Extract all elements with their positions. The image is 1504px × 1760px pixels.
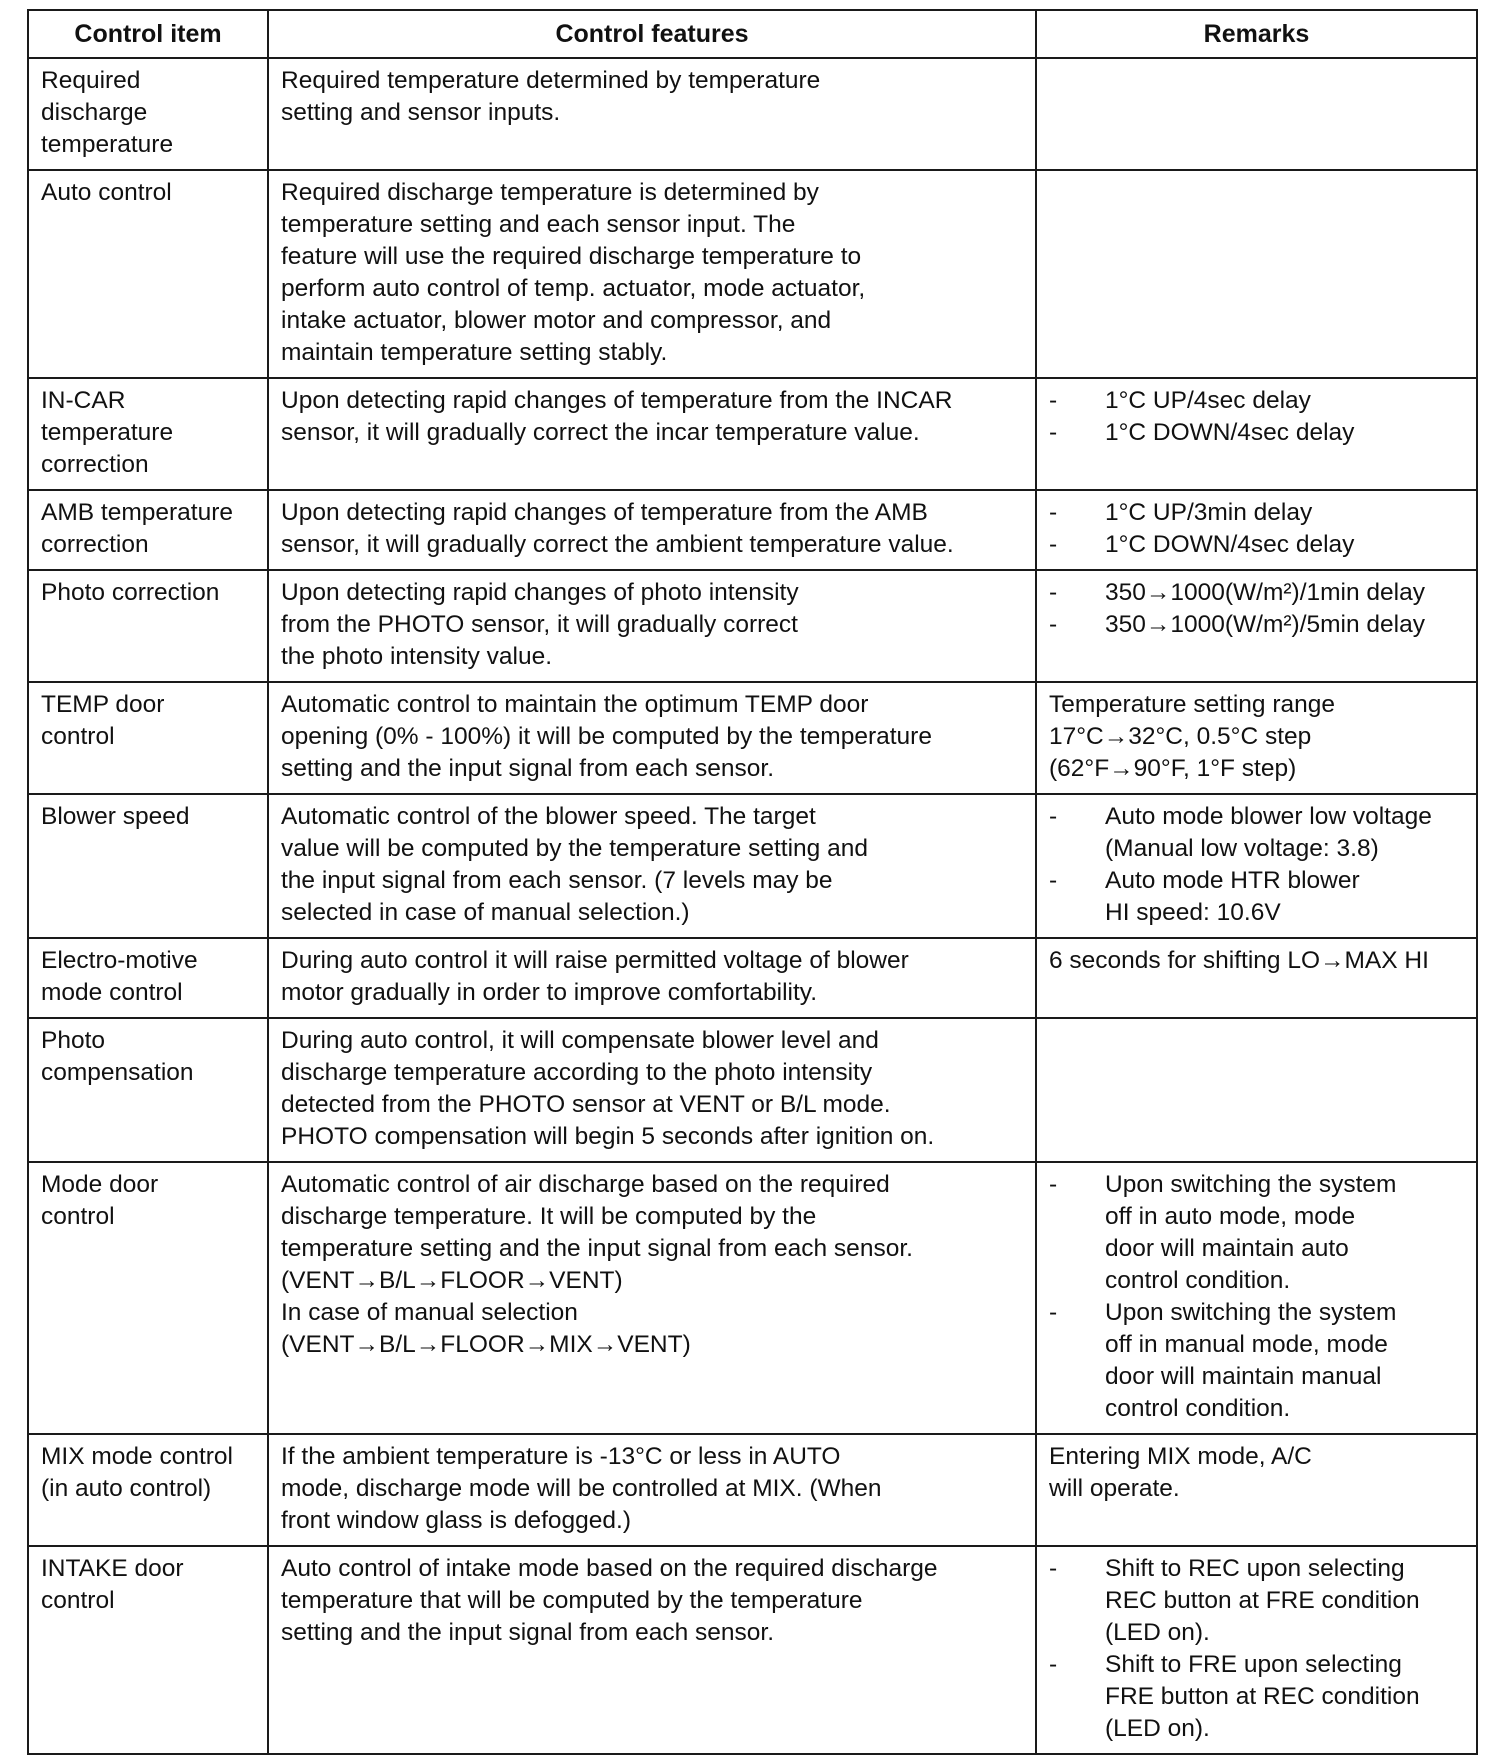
control-features-cell: During auto control, it will compensate blower level and discharge temperature according to the photo intensity detected from the PHOTO sensor at VENT or B/L mode. PHOTO compensation will begin 5 seconds after ignition on.: [268, 1018, 1036, 1162]
control-item-cell: Blower speed: [28, 794, 268, 938]
remarks-list-item: [1049, 417, 1466, 449]
bullet-dash: -: [1049, 419, 1058, 446]
remarks-list-item: [1049, 1649, 1466, 1745]
remarks-cell: [1036, 58, 1477, 170]
remarks-cell: [1036, 1162, 1477, 1434]
table-row: [28, 170, 1477, 378]
remarks-item-text: 350→1000(W/m²)/5min delay: [1105, 611, 1425, 638]
bullet-dash: -: [1049, 1171, 1058, 1198]
remarks-item-text: Upon switching the system off in manual mode, mode door will maintain manual control condition.: [1105, 1299, 1397, 1422]
bullet-dash: -: [1049, 499, 1058, 526]
remarks-item-text: 1°C UP/4sec delay: [1105, 387, 1311, 414]
remarks-list-item: [1049, 1297, 1466, 1425]
remarks-item-text: Shift to FRE upon selecting FRE button at REC condition (LED on).: [1105, 1651, 1420, 1742]
remarks-list-item: [1049, 385, 1466, 417]
bullet-dash: -: [1049, 1299, 1058, 1326]
table-row: [28, 938, 1477, 1018]
remarks-item-text: Upon switching the system off in auto mode, mode door will maintain auto control condition.: [1105, 1171, 1397, 1294]
control-features-cell: Required temperature determined by temperature setting and sensor inputs.: [268, 58, 1036, 170]
control-features-table: [27, 9, 1478, 1755]
table-row: [28, 58, 1477, 170]
remarks-cell: [1036, 378, 1477, 490]
remarks-text: Temperature setting range 17°C→32°C, 0.5°C step (62°F→90°F, 1°F step): [1049, 691, 1335, 782]
header-control-item: Control item: [28, 10, 268, 58]
control-item-cell: AMB temperature correction: [28, 490, 268, 570]
remarks-item-text: Auto mode blower low voltage (Manual low voltage: 3.8): [1105, 803, 1432, 862]
control-features-cell: Automatic control to maintain the optimum TEMP door opening (0% - 100%) it will be computed by the temperature setting and the input signal from each sensor.: [268, 682, 1036, 794]
remarks-list-item: [1049, 1553, 1466, 1649]
remarks-list: [1049, 1169, 1466, 1425]
remarks-cell: [1036, 1434, 1477, 1546]
control-features-cell: Upon detecting rapid changes of photo intensity from the PHOTO sensor, it will gradually correct the photo intensity value.: [268, 570, 1036, 682]
table-row: [28, 490, 1477, 570]
remarks-item-text: Shift to REC upon selecting REC button at FRE condition (LED on).: [1105, 1555, 1420, 1646]
control-features-cell: Automatic control of the blower speed. The target value will be computed by the temperature setting and the input signal from each sensor. (7 levels may be selected in case of manual selection.): [268, 794, 1036, 938]
remarks-item-text: Auto mode HTR blower HI speed: 10.6V: [1105, 867, 1360, 926]
control-features-cell: Upon detecting rapid changes of temperature from the AMB sensor, it will gradually correct the ambient temperature value.: [268, 490, 1036, 570]
table-row: [28, 1546, 1477, 1754]
bullet-dash: -: [1049, 1555, 1058, 1582]
control-features-cell: Auto control of intake mode based on the required discharge temperature that will be computed by the temperature setting and the input signal from each sensor.: [268, 1546, 1036, 1754]
remarks-cell: [1036, 794, 1477, 938]
remarks-list-item: [1049, 865, 1466, 929]
table-row: [28, 1434, 1477, 1546]
remarks-list: [1049, 577, 1466, 641]
bullet-dash: -: [1049, 579, 1058, 606]
remarks-list-item: [1049, 609, 1466, 641]
control-item-cell: Photo compensation: [28, 1018, 268, 1162]
control-item-cell: INTAKE door control: [28, 1546, 268, 1754]
remarks-text: Entering MIX mode, A/C will operate.: [1049, 1443, 1312, 1502]
remarks-item-text: 1°C UP/3min delay: [1105, 499, 1313, 526]
remarks-list: [1049, 385, 1466, 449]
remarks-cell: [1036, 490, 1477, 570]
remarks-cell: [1036, 938, 1477, 1018]
control-item-cell: Required discharge temperature: [28, 58, 268, 170]
control-item-cell: Mode door control: [28, 1162, 268, 1434]
table-row: [28, 1162, 1477, 1434]
remarks-list: [1049, 497, 1466, 561]
bullet-dash: -: [1049, 531, 1058, 558]
control-item-cell: MIX mode control (in auto control): [28, 1434, 268, 1546]
table-body: [28, 58, 1477, 1754]
table-row: [28, 1018, 1477, 1162]
control-item-cell: IN-CAR temperature correction: [28, 378, 268, 490]
remarks-list: [1049, 1553, 1466, 1745]
header-control-features: Control features: [268, 10, 1036, 58]
bullet-dash: -: [1049, 387, 1058, 414]
remarks-item-text: 1°C DOWN/4sec delay: [1105, 531, 1355, 558]
remarks-cell: [1036, 570, 1477, 682]
remarks-list-item: [1049, 1169, 1466, 1297]
bullet-dash: -: [1049, 867, 1058, 894]
control-features-cell: Automatic control of air discharge based on the required discharge temperature. It will be computed by the temperature setting and the input signal from each sensor. (VENT→B/L→FLOOR→VENT) In case of manual selection (VENT→B/L→FLOOR→MIX→VENT): [268, 1162, 1036, 1434]
remarks-list-item: [1049, 497, 1466, 529]
remarks-list-item: [1049, 801, 1466, 865]
control-item-cell: Auto control: [28, 170, 268, 378]
control-item-cell: TEMP door control: [28, 682, 268, 794]
remarks-cell: [1036, 1546, 1477, 1754]
table-row: [28, 570, 1477, 682]
control-features-cell: If the ambient temperature is -13°C or less in AUTO mode, discharge mode will be controlled at MIX. (When front window glass is defogged.): [268, 1434, 1036, 1546]
remarks-list: [1049, 801, 1466, 929]
control-features-cell: Required discharge temperature is determined by temperature setting and each sensor input. The feature will use the required discharge temperature to perform auto control of temp. actuator, mode actuator, intake actuator, blower motor and compressor, and maintain temperature setting stably.: [268, 170, 1036, 378]
bullet-dash: -: [1049, 611, 1058, 638]
remarks-cell: [1036, 170, 1477, 378]
table-row: [28, 378, 1477, 490]
remarks-item-text: 1°C DOWN/4sec delay: [1105, 419, 1355, 446]
remarks-list-item: [1049, 577, 1466, 609]
header-row: [28, 10, 1477, 58]
remarks-cell: [1036, 1018, 1477, 1162]
header-remarks: Remarks: [1036, 10, 1477, 58]
remarks-list-item: [1049, 529, 1466, 561]
remarks-item-text: 350→1000(W/m²)/1min delay: [1105, 579, 1425, 606]
bullet-dash: -: [1049, 1651, 1058, 1678]
control-features-cell: Upon detecting rapid changes of temperature from the INCAR sensor, it will gradually correct the incar temperature value.: [268, 378, 1036, 490]
remarks-text: 6 seconds for shifting LO→MAX HI: [1049, 947, 1429, 974]
control-features-cell: During auto control it will raise permitted voltage of blower motor gradually in order to improve comfortability.: [268, 938, 1036, 1018]
control-item-cell: Electro-motive mode control: [28, 938, 268, 1018]
bullet-dash: -: [1049, 803, 1058, 830]
table-row: [28, 682, 1477, 794]
remarks-cell: [1036, 682, 1477, 794]
control-item-cell: Photo correction: [28, 570, 268, 682]
table-row: [28, 794, 1477, 938]
